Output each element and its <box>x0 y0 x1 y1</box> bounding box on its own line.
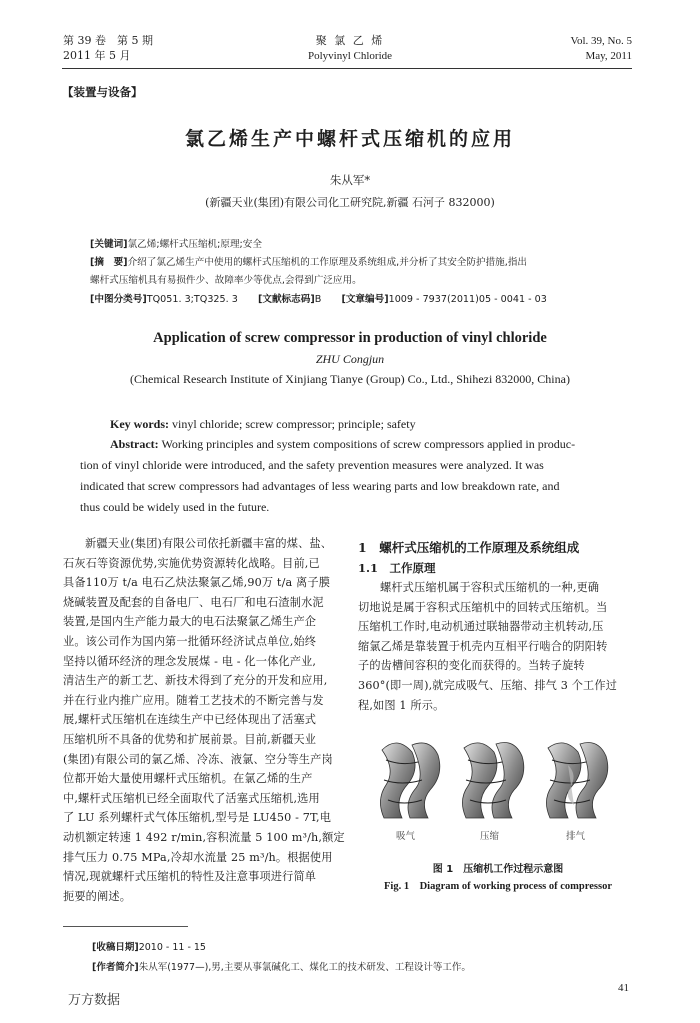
figure-caption-cn: 图 1 压缩机工作过程示意图 <box>432 864 564 875</box>
fig-label-intake: 吸气 <box>396 831 416 842</box>
body-line: 了 LU 系列螺杆式气体压缩机,型号是 LU450 - 7T,电 <box>63 811 332 825</box>
received-date: 2010 - 11 - 15 <box>138 942 206 953</box>
header-date-cn: 2011 年 5 月 <box>63 49 131 62</box>
doc-code-value: B <box>314 294 322 305</box>
principle-paragraph <box>358 578 638 715</box>
body-line: 具备110万 t/a 电石乙炔法聚氯乙烯,90万 t/a 离子膜 <box>63 576 331 590</box>
abstract-en-label: Abstract: <box>110 437 159 451</box>
fig-label-exhaust: 排气 <box>566 831 586 842</box>
bio-label: [作者简介] <box>92 962 139 973</box>
header-volume-cn: 第 39 卷 第 5 期 <box>63 34 153 47</box>
body-line: 压缩机所不具备的优势和扩展前景。目前,新疆天业 <box>63 732 317 746</box>
fig-label-compress: 压缩 <box>480 831 500 842</box>
compressor-rotors-illustration <box>372 730 622 825</box>
abstract-cn-line1 <box>90 254 527 271</box>
article-no-label: [文章编号] <box>341 294 389 305</box>
keywords-cn-line <box>90 236 262 253</box>
body-line: 并在行业内推广应用。随着工艺技术的不断完善与发 <box>63 693 324 707</box>
section-1-1-heading: 1.1 工作原理 <box>358 561 436 575</box>
body-line: 新疆天业(集团)有限公司依托新疆丰富的煤、盐、 <box>85 537 333 550</box>
body-line: 螺杆式压缩机属于容积式压缩机的一种,更确 <box>380 581 600 594</box>
body-line: 动机额定转速 1 492 r/min,容积流量 5 100 m³/h,额定 <box>63 830 345 844</box>
title-cn: 氯乙烯生产中螺杆式压缩机的应用 <box>184 128 515 150</box>
keywords-en: vinyl chloride; screw compressor; principle; safety <box>172 417 416 431</box>
footnote-bio <box>92 959 471 976</box>
footnote-received <box>92 939 206 956</box>
body-line: 缩氯乙烯是靠装置于机壳内互相平行啮合的阴阳转 <box>358 639 608 653</box>
rotor-pair-intake <box>380 743 439 818</box>
body-line: 切地说是属于容积式压缩机中的回转式压缩机。当 <box>358 600 608 614</box>
header-rule <box>62 68 632 69</box>
figure-caption-en: Fig. 1 Diagram of working process of compressor <box>384 881 612 892</box>
clc-label: [中图分类号] <box>90 294 147 305</box>
abstract-cn-label: [摘 要] <box>90 257 128 268</box>
intro-paragraph <box>63 534 349 906</box>
body-line: 360°(即一周),就完成吸气、压缩、排气 3 个工作过 <box>358 678 618 692</box>
body-line: 烧碱装置及配套的自备电厂、电石厂和电石渣制水泥 <box>63 595 324 609</box>
doc-code-label: [文献标志码] <box>257 294 315 305</box>
body-line: 位都开始大量使用螺杆式压缩机。在氯乙烯的生产 <box>63 772 313 786</box>
clc-value: TQ051. 3;TQ325. 3 <box>146 294 238 305</box>
abstract-en-line1 <box>110 434 575 454</box>
body-line: 装置,是国内生产能力最大的电石法聚氯乙烯生产企 <box>63 615 317 629</box>
abstract-en-text4: thus could be widely used in the future. <box>80 500 270 514</box>
body-line: 排气压力 0.75 MPa,冷却水流量 25 m³/h。根据使用 <box>63 850 333 864</box>
rotor-pair-compression <box>462 743 523 819</box>
body-line: (集团)有限公司的氯乙烯、冷冻、液氯、空分等生产岗 <box>63 752 333 766</box>
header-journal-cn: 聚 氯 乙 烯 <box>315 34 385 47</box>
body-line: 程,如图 1 所示。 <box>358 698 445 712</box>
abstract-en-text2: tion of vinyl chloride were introduced, and the safety prevention measures were analyzed. It was <box>80 458 544 472</box>
rotor-pair-exhaust <box>546 743 607 819</box>
keywords-cn: 氯乙烯;螺杆式压缩机;原理;安全 <box>127 239 262 250</box>
article-no-value: 1009 - 7937(2011)05 - 0041 - 03 <box>388 294 547 305</box>
body-line: 压缩机工作时,电动机通过联轴器带动主机转动,压 <box>358 620 604 634</box>
received-label: [收稿日期] <box>92 942 139 953</box>
body-line: 扼要的阐述。 <box>63 889 132 903</box>
figure-1 <box>372 730 622 845</box>
affiliation-cn: (新疆天业(集团)有限公司化工研究院,新疆 石河子 832000) <box>205 196 495 209</box>
body-line: 中,螺杆式压缩机已经全面取代了活塞式压缩机,选用 <box>63 791 320 805</box>
section-tag: 【装置与设备】 <box>62 85 143 99</box>
bio-text: 朱从军(1977—),男,主要从事氯碱化工、煤化工的技术研发、工程设计等工作。 <box>138 962 471 973</box>
abstract-en-text1: Working principles and system compositions of screw compressors applied in produc- <box>161 437 576 451</box>
body-line: 展,螺杆式压缩机在连续生产中已经体现出了活塞式 <box>63 713 317 727</box>
affiliation-en: (Chemical Research Institute of Xinjiang Tianye (Group) Co., Ltd., Shihezi 832000, China) <box>130 372 570 386</box>
header-journal-en: Polyvinyl Chloride <box>307 50 393 62</box>
body-line: 石灰石等资源优势,实施优势资源转化战略。目前,已 <box>63 556 320 570</box>
watermark-text: 万方数据 <box>68 993 121 1008</box>
abstract-en-text3: indicated that screw compressors had advantages of less wearing parts and low breakdown rate, and <box>80 479 560 493</box>
body-line: 坚持以循环经济的理念发展煤 - 电 - 化一体化产业, <box>63 654 317 668</box>
keywords-en-label: Key words: <box>110 417 169 431</box>
keywords-cn-label: [关键词] <box>90 239 128 250</box>
author-cn: 朱从军* <box>329 173 371 187</box>
keywords-en-line <box>110 414 416 434</box>
footnote-rule <box>63 926 188 927</box>
abstract-cn-text2: 螺杆式压缩机具有易损件少、故障率少等优点,会得到广泛应用。 <box>90 275 362 286</box>
body-line: 业。该公司作为国内第一批循环经济试点单位,始终 <box>63 634 317 648</box>
body-line: 子的齿槽间容积的变化而获得的。当转子旋转 <box>358 659 585 673</box>
page-number: 41 <box>618 982 629 994</box>
section-1-heading: 1 螺杆式压缩机的工作原理及系统组成 <box>358 540 580 555</box>
body-line: 清洁生产的新工艺、新技术得到了充分的开发和应用, <box>63 674 328 688</box>
title-en: Application of screw compressor in production of vinyl chloride <box>153 330 547 346</box>
body-line: 情况,现就螺杆式压缩机的特性及注意事项进行简单 <box>63 870 317 884</box>
classification-line <box>90 291 547 308</box>
author-en: ZHU Congjun <box>315 352 385 366</box>
header-date-en: May, 2011 <box>585 50 632 62</box>
abstract-cn-text1: 介绍了氯乙烯生产中使用的螺杆式压缩机的工作原理及系统组成,并分析了其安全防护措施,指出 <box>127 257 528 268</box>
header-volume-en: Vol. 39, No. 5 <box>570 35 632 47</box>
